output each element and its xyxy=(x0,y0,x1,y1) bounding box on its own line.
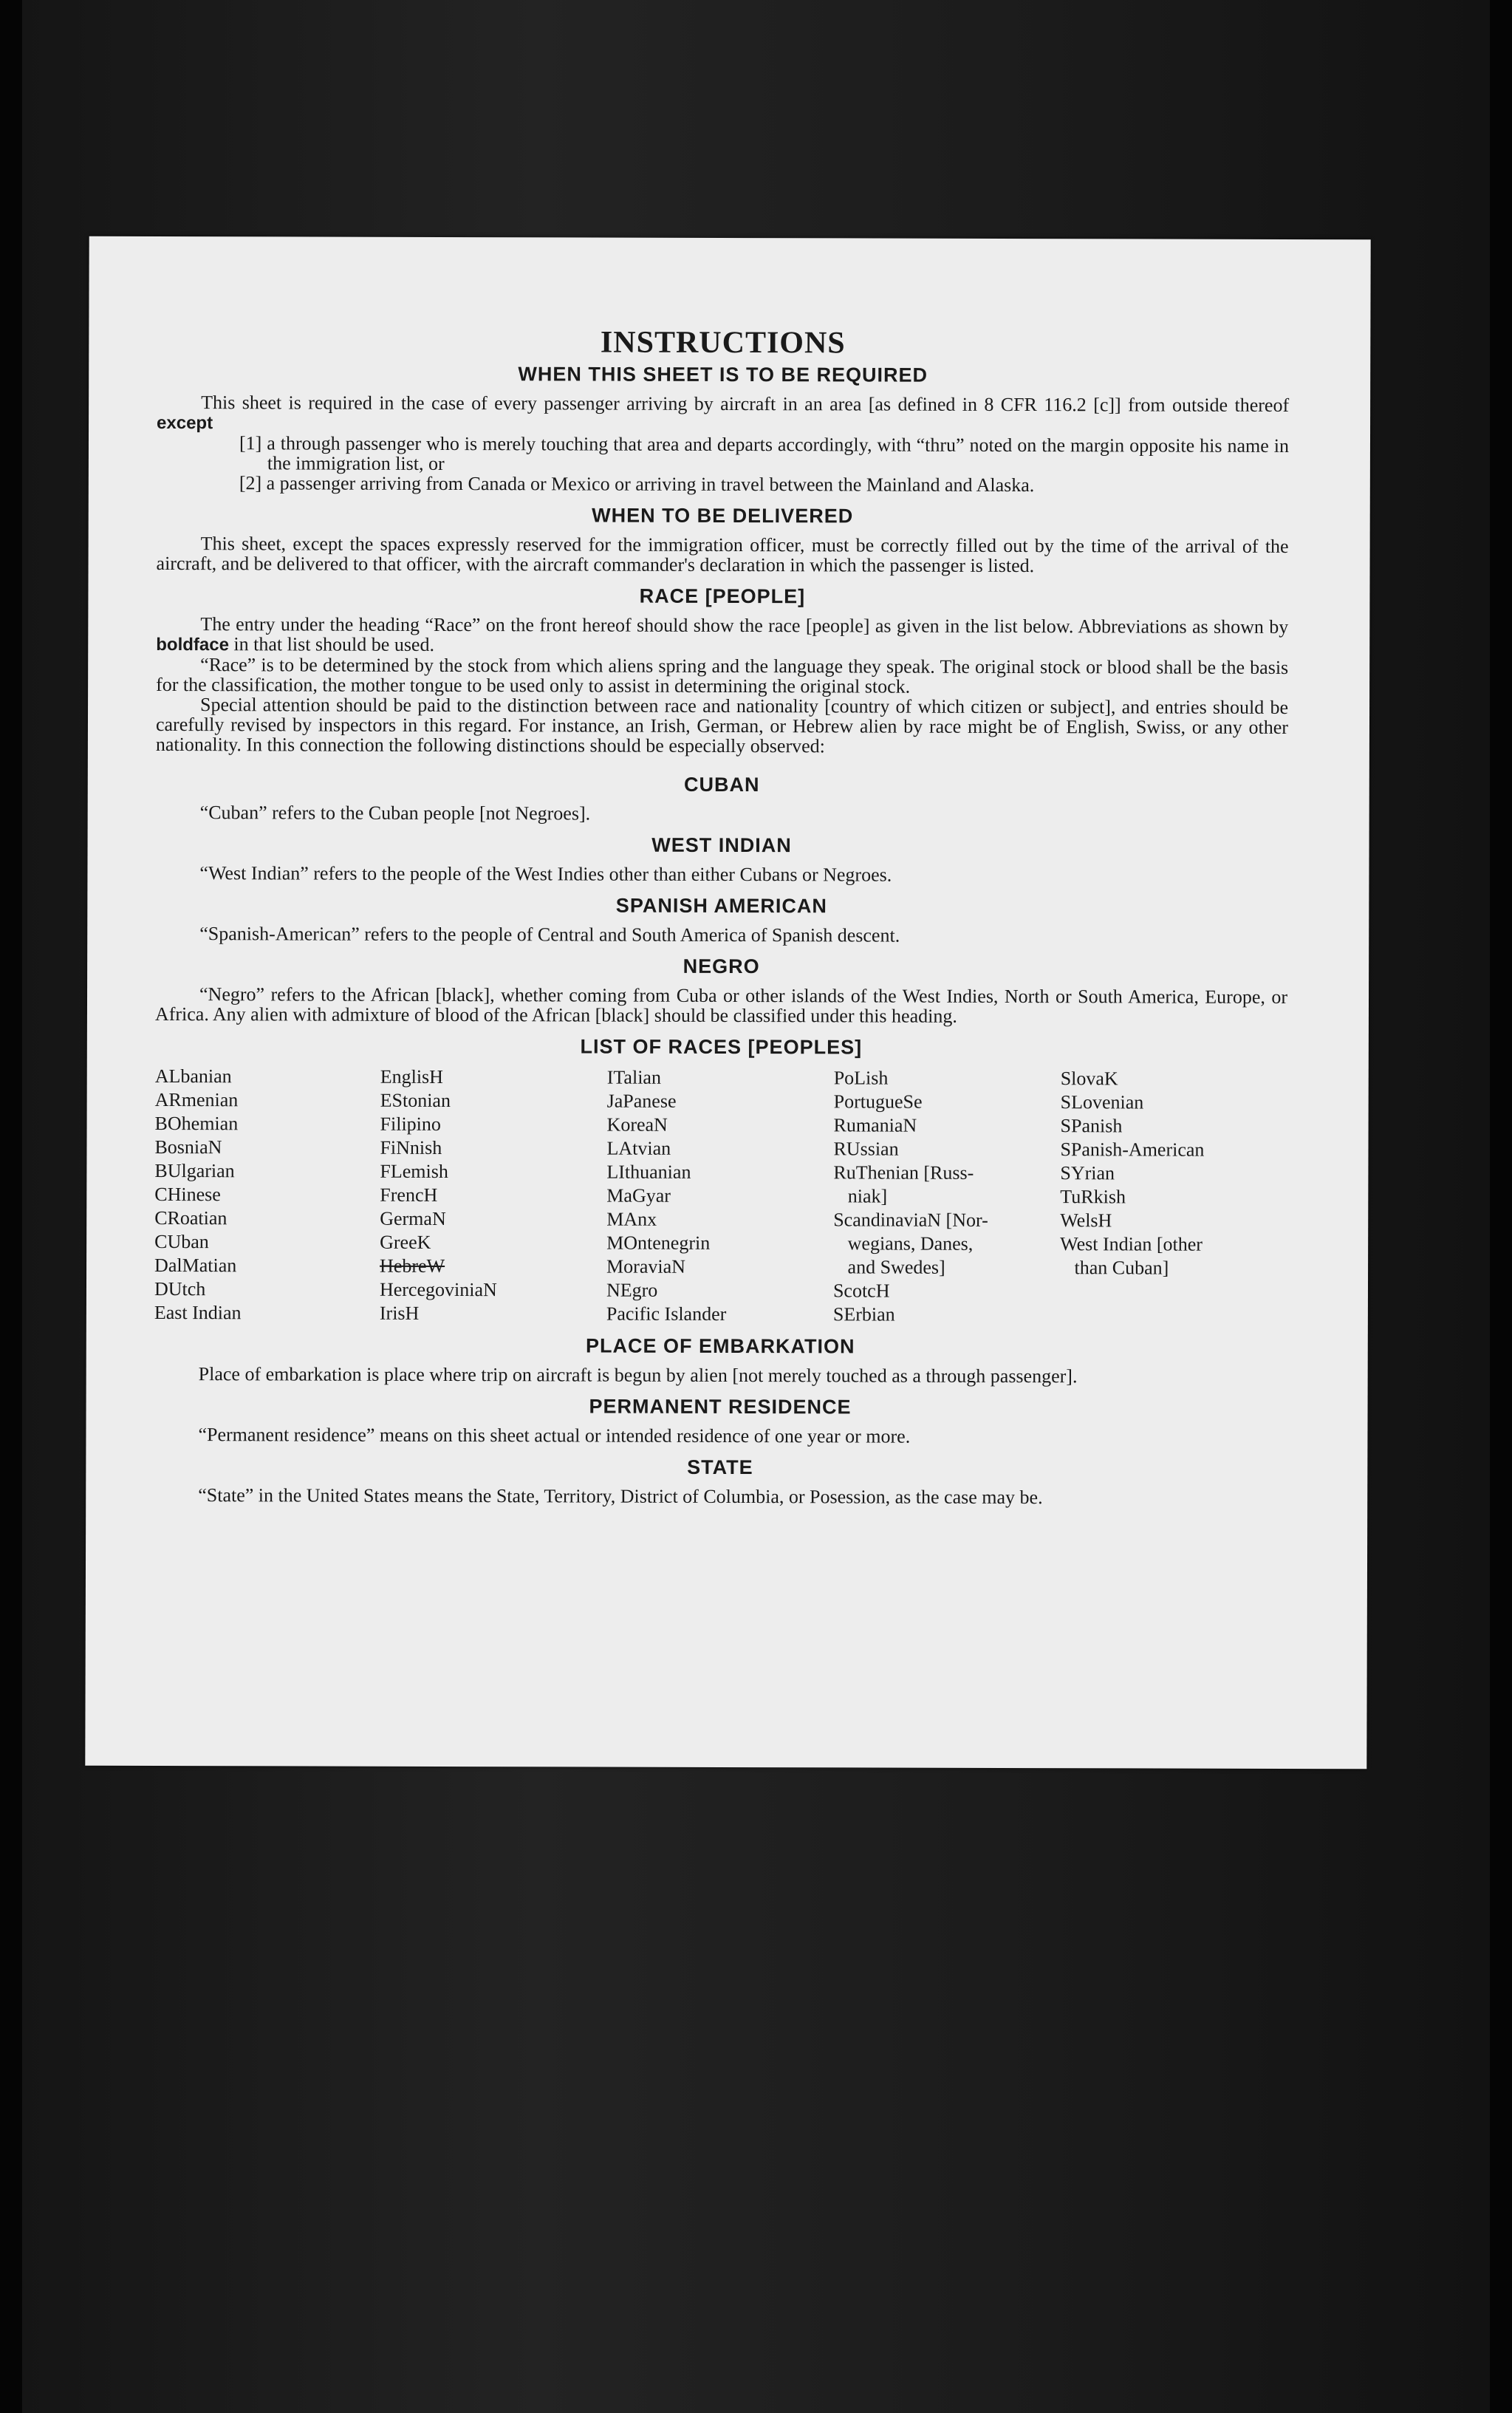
race-entry: Pacific Islander xyxy=(606,1303,727,1325)
race-entry: ScandinaviaN [Nor- wegians, Danes, and Swedes] xyxy=(833,1209,988,1278)
race-entry: FLemish xyxy=(380,1160,448,1183)
section-heading-delivered: WHEN TO BE DELIVERED xyxy=(592,504,854,528)
race-paragraph-2: “Race” is to be determined by the stock from which aliens spring and the language they speak. The original stock or blood shall be the basis for the classification, the mother tongue to be used only to assist in determining the original stock. xyxy=(156,654,1289,697)
race-entry: LIthuanian xyxy=(606,1161,691,1183)
race-entry: SPanish xyxy=(1060,1115,1123,1137)
race-entry: CHinese xyxy=(154,1183,221,1206)
state-paragraph: “State” in the United States means the State, Territory, District of Columbia, or Posession, as the case may be. xyxy=(198,1484,1043,1509)
race-entry: Filipino xyxy=(380,1113,441,1135)
race-entry: ALbanian xyxy=(154,1065,232,1088)
film-edge-left xyxy=(0,0,22,2413)
section-heading-west-indian: WEST INDIAN xyxy=(651,833,792,857)
race-entry-struck: HebreW xyxy=(380,1255,445,1277)
race-entry: MaGyar xyxy=(606,1184,671,1206)
race-entry: NEgro xyxy=(606,1279,658,1301)
race-entry: RUssian xyxy=(833,1138,899,1160)
spanish-american-paragraph: “Spanish-American” refers to the people of Central and South America of Spanish descent. xyxy=(199,923,900,946)
section-heading-state: STATE xyxy=(687,1455,753,1479)
race-entry: EnglisH xyxy=(380,1065,444,1088)
race-paragraph-3: Special attention should be paid to the distinction between race and nationality [country of which citizen or subject], and entries should be carefully revised by inspectors in this regard. For instance, an Irish, German, or Hebrew alien by race might be of English, Swiss, or any other nationality. In this connection the following distinctions should be especially observed: xyxy=(155,694,1289,757)
section-heading-cuban: CUBAN xyxy=(683,773,760,796)
race-entry: RuThenian [Russ- niak] xyxy=(833,1161,974,1207)
race-entry: ARmenian xyxy=(154,1088,239,1111)
race-entry: CUban xyxy=(154,1230,209,1253)
race-entry: FiNnish xyxy=(380,1136,442,1158)
race-entry: PoLish xyxy=(833,1067,889,1089)
races-column-5 xyxy=(1060,1067,1287,1328)
section-heading-residence: PERMANENT RESIDENCE xyxy=(589,1395,852,1419)
section-heading-race: RACE [PEOPLE] xyxy=(639,584,806,608)
race-entry: MAnx xyxy=(606,1208,657,1230)
race-entry: West Indian [other than Cuban] xyxy=(1060,1233,1203,1279)
delivered-paragraph: This sheet, except the spaces expressly reserved for the immigration officer, must be correctly filled out by the time of the arrival of the aircraft, and be delivered to that officer, with the aircraft commander's declaration in which the passenger is listed. xyxy=(156,533,1289,577)
race-entry: ScotcH xyxy=(832,1280,890,1302)
race-entry: SlovaK xyxy=(1060,1068,1118,1090)
race-entry: GermaN xyxy=(380,1207,446,1230)
film-edge-right xyxy=(1490,0,1512,2413)
page-title: INSTRUCTIONS xyxy=(600,325,846,361)
race-entry: RumaniaN xyxy=(833,1114,917,1136)
race-entry: CRoatian xyxy=(154,1206,228,1229)
required-item-1: [1] a through passenger who is merely touching that area and departs accordingly, with “thru” noted on the margin opposite his name in the immigration list, or xyxy=(239,432,1290,474)
required-item-2: [2] a passenger arriving from Canada or Mexico or arriving in travel between the Mainland and Alaska. xyxy=(239,472,1035,496)
section-heading-required: WHEN THIS SHEET IS TO BE REQUIRED xyxy=(518,363,928,386)
race-entry: ITalian xyxy=(606,1066,662,1088)
race-entry: DUtch xyxy=(154,1277,206,1300)
race-entry: KoreaN xyxy=(606,1113,668,1136)
section-heading-embarkation: PLACE OF EMBARKATION xyxy=(585,1334,855,1358)
required-paragraph: This sheet is required in the case of every passenger arriving by aircraft in an area [as defined in 8 CFR 116.2 [c]] from outside thereof except xyxy=(157,392,1290,434)
race-entry: East Indian xyxy=(154,1301,242,1324)
race-entry: JaPanese xyxy=(606,1090,677,1112)
instruction-sheet xyxy=(85,236,1370,1769)
race-entry: BOhemian xyxy=(154,1112,239,1135)
race-entry: GreeK xyxy=(380,1231,431,1253)
race-entry: SErbian xyxy=(832,1303,895,1325)
west-indian-paragraph: “West Indian” refers to the people of the West Indies other than either Cubans or Negroes. xyxy=(199,862,892,886)
race-entry: BosniaN xyxy=(154,1136,222,1158)
races-list xyxy=(154,1065,1287,1328)
embarkation-paragraph: Place of embarkation is place where trip on aircraft is begun by alien [not merely touched as a through passenger]. xyxy=(198,1363,1078,1388)
negro-paragraph: “Negro” refers to the African [black], whether coming from Cuba or other islands of the West Indies, North or South America, Europe, or Africa. Any alien with admixture of blood of the African [black] should be classified under this heading. xyxy=(154,983,1288,1027)
section-heading-negro: NEGRO xyxy=(683,955,760,978)
race-entry: LAtvian xyxy=(606,1137,671,1159)
race-entry: PortugueSe xyxy=(833,1091,923,1113)
race-entry: DalMatian xyxy=(154,1254,237,1277)
race-entry: EStonian xyxy=(380,1089,451,1112)
races-column-4 xyxy=(833,1066,1061,1327)
cuban-paragraph: “Cuban” refers to the Cuban people [not Negroes]. xyxy=(199,802,591,825)
race-paragraph-1: The entry under the heading “Race” on the front hereof should show the race [people] as given in the list below. Abbreviations as shown by boldface in that list should be used. xyxy=(156,613,1289,655)
race-entry: MOntenegrin xyxy=(606,1232,711,1254)
races-column-2 xyxy=(380,1065,607,1326)
race-entry: IrisH xyxy=(379,1302,420,1324)
races-column-1 xyxy=(154,1065,380,1325)
race-entry: MoraviaN xyxy=(606,1255,685,1277)
race-entry: FrencH xyxy=(380,1184,438,1206)
race-entry: HercegoviniaN xyxy=(379,1278,497,1301)
residence-paragraph: “Permanent residence” means on this sheet actual or intended residence of one year or more. xyxy=(198,1424,911,1447)
race-entry: WelsH xyxy=(1060,1209,1112,1232)
race-entry: SPanish-American xyxy=(1060,1139,1205,1161)
section-heading-spanish-american: SPANISH AMERICAN xyxy=(615,894,827,918)
race-entry: SLovenian xyxy=(1060,1091,1144,1113)
race-entry: BUlgarian xyxy=(154,1159,235,1182)
race-entry: TuRkish xyxy=(1060,1186,1126,1208)
race-entry: SYrian xyxy=(1060,1162,1115,1184)
section-heading-list-of-races: LIST OF RACES [PEOPLES] xyxy=(580,1035,863,1059)
races-column-3 xyxy=(606,1066,834,1327)
